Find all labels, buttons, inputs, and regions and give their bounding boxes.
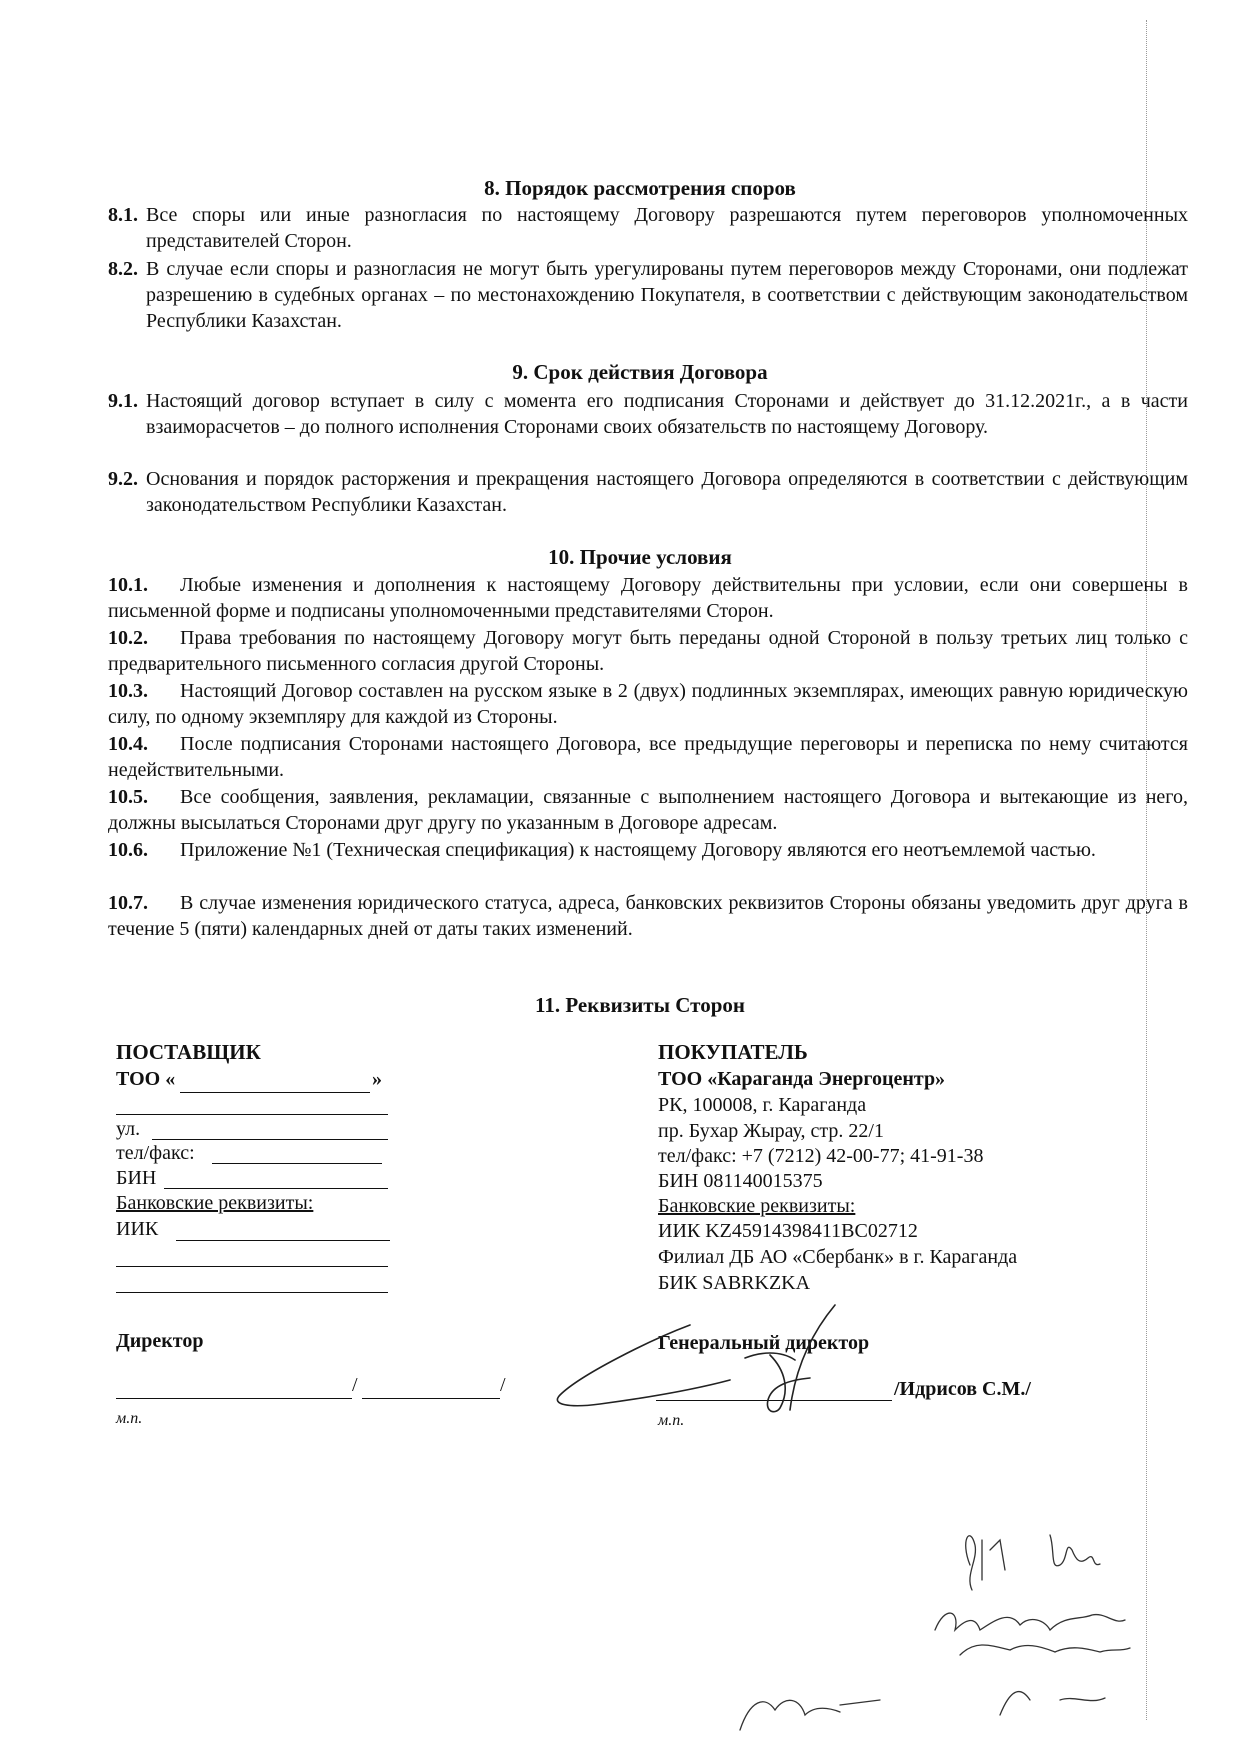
- supplier-street-label: ул.: [116, 1118, 141, 1140]
- clause-text: Основания и порядок расторжения и прекращения настоящего Договора определяются в соответствии с действующим законодательством Республики Казахстан.: [146, 468, 1188, 516]
- clause-number: 10.2.: [108, 627, 148, 649]
- clause-text: Все споры или иные разногласия по настоящему Договору разрешаются путем переговоров уполномоченных представителей Сторон.: [146, 204, 1188, 252]
- section-10-title: 10. Прочие условия: [548, 545, 732, 569]
- clause-text: После подписания Сторонами настоящего Договора, все предыдущие переговоры и переписка по нему считаются недействительными.: [108, 733, 1188, 781]
- handwritten-approvals: [720, 1520, 1140, 1740]
- supplier-org-suffix: »: [372, 1068, 382, 1090]
- director-signature: [540, 1300, 880, 1430]
- supplier-bin-blank: [164, 1188, 388, 1189]
- supplier-org-prefix: ТОО «: [116, 1068, 176, 1090]
- clause-number: 10.7.: [108, 892, 148, 914]
- clause-9-2: [108, 466, 1188, 518]
- supplier-blank-line: [116, 1292, 388, 1293]
- clause-8-1: [108, 202, 1188, 254]
- buyer-bank: Филиал ДБ АО «Сбербанк» в г. Караганда: [658, 1246, 1018, 1268]
- buyer-address-1: РК, 100008, г. Караганда: [658, 1094, 867, 1116]
- clause-10-5: [108, 784, 1188, 836]
- clause-number: 8.2.: [108, 258, 138, 280]
- clause-10-6: [108, 837, 1188, 863]
- clause-text: В случае изменения юридического статуса, адреса, банковских реквизитов Стороны обязаны уведомить друг друга в течение 5 (пяти) календарных дней от даты таких изменений.: [108, 892, 1188, 940]
- buyer-stamp-place: м.п.: [658, 1412, 685, 1429]
- buyer-signer: /Идрисов С.М./: [894, 1378, 1031, 1400]
- supplier-slash: /: [352, 1374, 358, 1396]
- supplier-sign-blank: [116, 1398, 352, 1399]
- supplier-stamp-place: м.п.: [116, 1410, 143, 1427]
- supplier-name-blank: [362, 1398, 500, 1399]
- buyer-bank-label: Банковские реквизиты:: [658, 1195, 856, 1217]
- clause-number: 10.5.: [108, 786, 148, 808]
- buyer-bin: БИН 081140015375: [658, 1170, 823, 1192]
- clause-text: В случае если споры и разногласия не могут быть урегулированы путем переговоров между Сторонами, они подлежат разрешению в судебных органах – по местонахождению Покупателя, в соответствии с действующим законодательством Республики Казахстан.: [146, 258, 1188, 332]
- supplier-street-blank: [152, 1139, 388, 1140]
- clause-10-4: [108, 731, 1188, 783]
- clause-text: Все сообщения, заявления, рекламации, связанные с выполнением настоящего Договора и вытекающие из него, должны высылаться Сторонами друг другу по указанным в Договоре адресам.: [108, 786, 1188, 834]
- clause-text: Настоящий договор вступает в силу с момента его подписания Сторонами и действует до 31.12.2021г., а в части взаиморасчетов – до полного исполнения Сторонами своих обязательств по настоящему Договору.: [146, 390, 1188, 438]
- clause-number: 9.2.: [108, 468, 138, 490]
- supplier-heading: ПОСТАВЩИК: [116, 1040, 261, 1064]
- clause-9-1: [108, 388, 1188, 440]
- supplier-bank-label: Банковские реквизиты:: [116, 1192, 314, 1214]
- clause-text: Приложение №1 (Техническая спецификация) к настоящему Договору являются его неотъемлемой частью.: [180, 839, 1096, 861]
- buyer-address-2: пр. Бухар Жырау, стр. 22/1: [658, 1120, 884, 1142]
- clause-text: Любые изменения и дополнения к настоящему Договору действительны при условии, если они совершены в письменной форме и подписаны уполномоченными представителями Сторон.: [108, 574, 1188, 622]
- clause-number: 9.1.: [108, 390, 138, 412]
- supplier-phone-blank: [212, 1163, 382, 1164]
- supplier-bin-label: БИН: [116, 1167, 157, 1189]
- buyer-role: Генеральный директор: [658, 1332, 870, 1354]
- supplier-role: Директор: [116, 1330, 204, 1352]
- clause-text: Настоящий Договор составлен на русском языке в 2 (двух) подлинных экземплярах, имеющих равную юридическую силу, по одному экземпляру для каждой из Стороны.: [108, 680, 1188, 728]
- supplier-slash: /: [500, 1374, 506, 1396]
- clause-10-1: [108, 572, 1188, 624]
- clause-number: 10.6.: [108, 839, 148, 861]
- supplier-org-blank: [180, 1092, 370, 1093]
- buyer-bik: БИК SABRKZKA: [658, 1272, 811, 1294]
- supplier-iik-label: ИИК: [116, 1218, 159, 1240]
- supplier-iik-blank: [176, 1240, 390, 1241]
- clause-10-3: [108, 678, 1188, 730]
- clause-8-2: [108, 256, 1188, 334]
- buyer-heading: ПОКУПАТЕЛЬ: [658, 1040, 808, 1064]
- clause-10-2: [108, 625, 1188, 677]
- clause-10-7: [108, 890, 1188, 942]
- clause-number: 8.1.: [108, 204, 138, 226]
- clause-number: 10.3.: [108, 680, 148, 702]
- supplier-phone-label: тел/факс:: [116, 1142, 195, 1164]
- clause-number: 10.1.: [108, 574, 148, 596]
- buyer-phone: тел/факс: +7 (7212) 42-00-77; 41-91-38: [658, 1145, 984, 1167]
- clause-text: Права требования по настоящему Договору могут быть переданы одной Стороной в пользу третьих лиц только с предварительного письменного согласия другой Стороны.: [108, 627, 1188, 675]
- supplier-blank-line: [116, 1114, 388, 1115]
- supplier-blank-line: [116, 1266, 388, 1267]
- buyer-iik: ИИК KZ45914398411BC02712: [658, 1220, 918, 1242]
- requisites-title: 11. Реквизиты Сторон: [535, 993, 745, 1017]
- clause-number: 10.4.: [108, 733, 148, 755]
- section-9-title: 9. Срок действия Договора: [512, 360, 768, 384]
- section-8-title: 8. Порядок рассмотрения споров: [484, 176, 796, 200]
- buyer-org: ТОО «Караганда Энергоцентр»: [658, 1068, 946, 1090]
